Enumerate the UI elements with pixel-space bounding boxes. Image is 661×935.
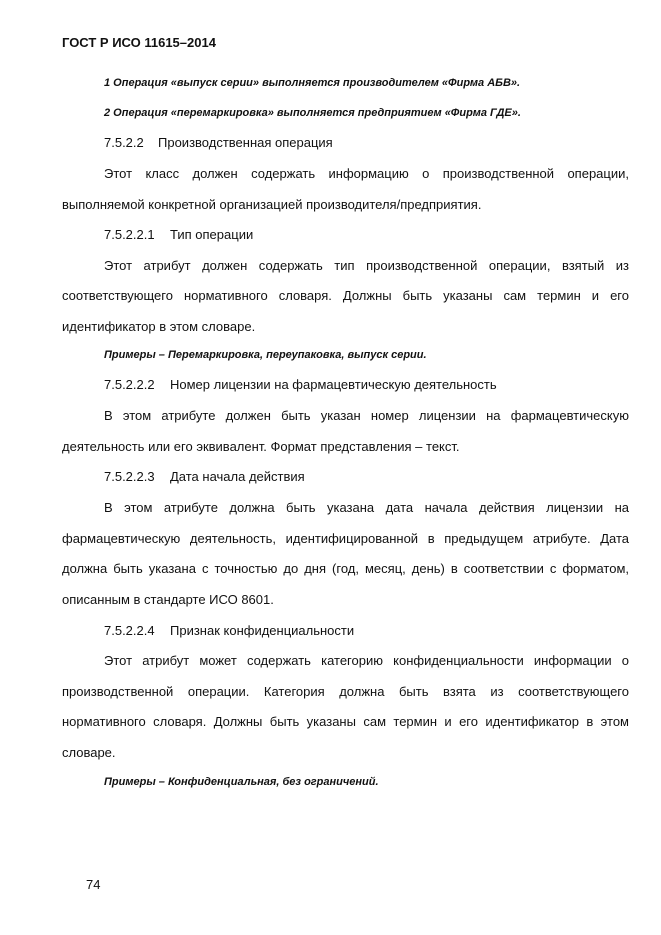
page-number: 74: [86, 877, 101, 892]
section-heading-7-5-2-2-4: [104, 623, 354, 638]
paragraph-line: фармацевтическую деятельность, идентифицированной в предыдущем атрибуте. Дата: [62, 531, 629, 546]
section-number: 7.5.2.2.4: [104, 623, 155, 638]
paragraph-line: Этот атрибут может содержать категорию конфиденциальности информации о: [104, 653, 629, 668]
document-header: ГОСТ Р ИСО 11615–2014: [62, 35, 216, 50]
paragraph-line: идентификатор в этом словаре.: [62, 319, 256, 334]
paragraph-line: выполняемой конкретной организацией производителя/предприятия.: [62, 197, 482, 212]
paragraph-line: В этом атрибуте должен быть указан номер лицензии на фармацевтическую: [104, 408, 629, 423]
section-number: 7.5.2.2.1: [104, 227, 155, 242]
section-title: Тип операции: [170, 227, 254, 242]
section-number: 7.5.2.2.3: [104, 469, 155, 484]
paragraph-line: нормативного словаря. Должны быть указаны сам термин и его идентификатор в этом: [62, 714, 629, 729]
paragraph-line: деятельность или его эквивалент. Формат представления – текст.: [62, 439, 460, 454]
section-title: Дата начала действия: [170, 469, 305, 484]
paragraph-line: В этом атрибуте должна быть указана дата начала действия лицензии на: [104, 500, 629, 515]
section-heading-7-5-2-2-1: [104, 227, 253, 242]
section-heading-7-5-2-2-3: [104, 469, 305, 484]
section-heading-7-5-2-2: [104, 135, 333, 150]
paragraph-line: должна быть указана с точностью до дня (год, месяц, день) в соответствии с форматом,: [62, 561, 629, 576]
section-title: Признак конфиденциальности: [170, 623, 355, 638]
note-1: 1 Операция «выпуск серии» выполняется производителем «Фирма АБВ».: [104, 77, 521, 89]
paragraph-line: производственной операции. Категория должна быть взята из соответствующего: [62, 684, 629, 699]
paragraph-line: Этот атрибут должен содержать тип производственной операции, взятый из: [104, 258, 629, 273]
section-number: 7.5.2.2: [104, 135, 144, 150]
paragraph-line: соответствующего нормативного словаря. Должны быть указаны сам термин и его: [62, 288, 629, 303]
section-title: Производственная операция: [158, 135, 333, 150]
example-note: Примеры – Конфиденциальная, без ограничений.: [104, 776, 379, 788]
paragraph-line: Этот класс должен содержать информацию о производственной операции,: [104, 166, 629, 181]
section-number: 7.5.2.2.2: [104, 377, 155, 392]
paragraph-line: словаре.: [62, 745, 116, 760]
note-2: 2 Операция «перемаркировка» выполняется предприятием «Фирма ГДЕ».: [104, 107, 521, 119]
section-title: Номер лицензии на фармацевтическую деятельность: [170, 377, 497, 392]
section-heading-7-5-2-2-2: [104, 377, 497, 392]
example-note: Примеры – Перемаркировка, переупаковка, выпуск серии.: [104, 349, 427, 361]
paragraph-line: описанным в стандарте ИСО 8601.: [62, 592, 274, 607]
